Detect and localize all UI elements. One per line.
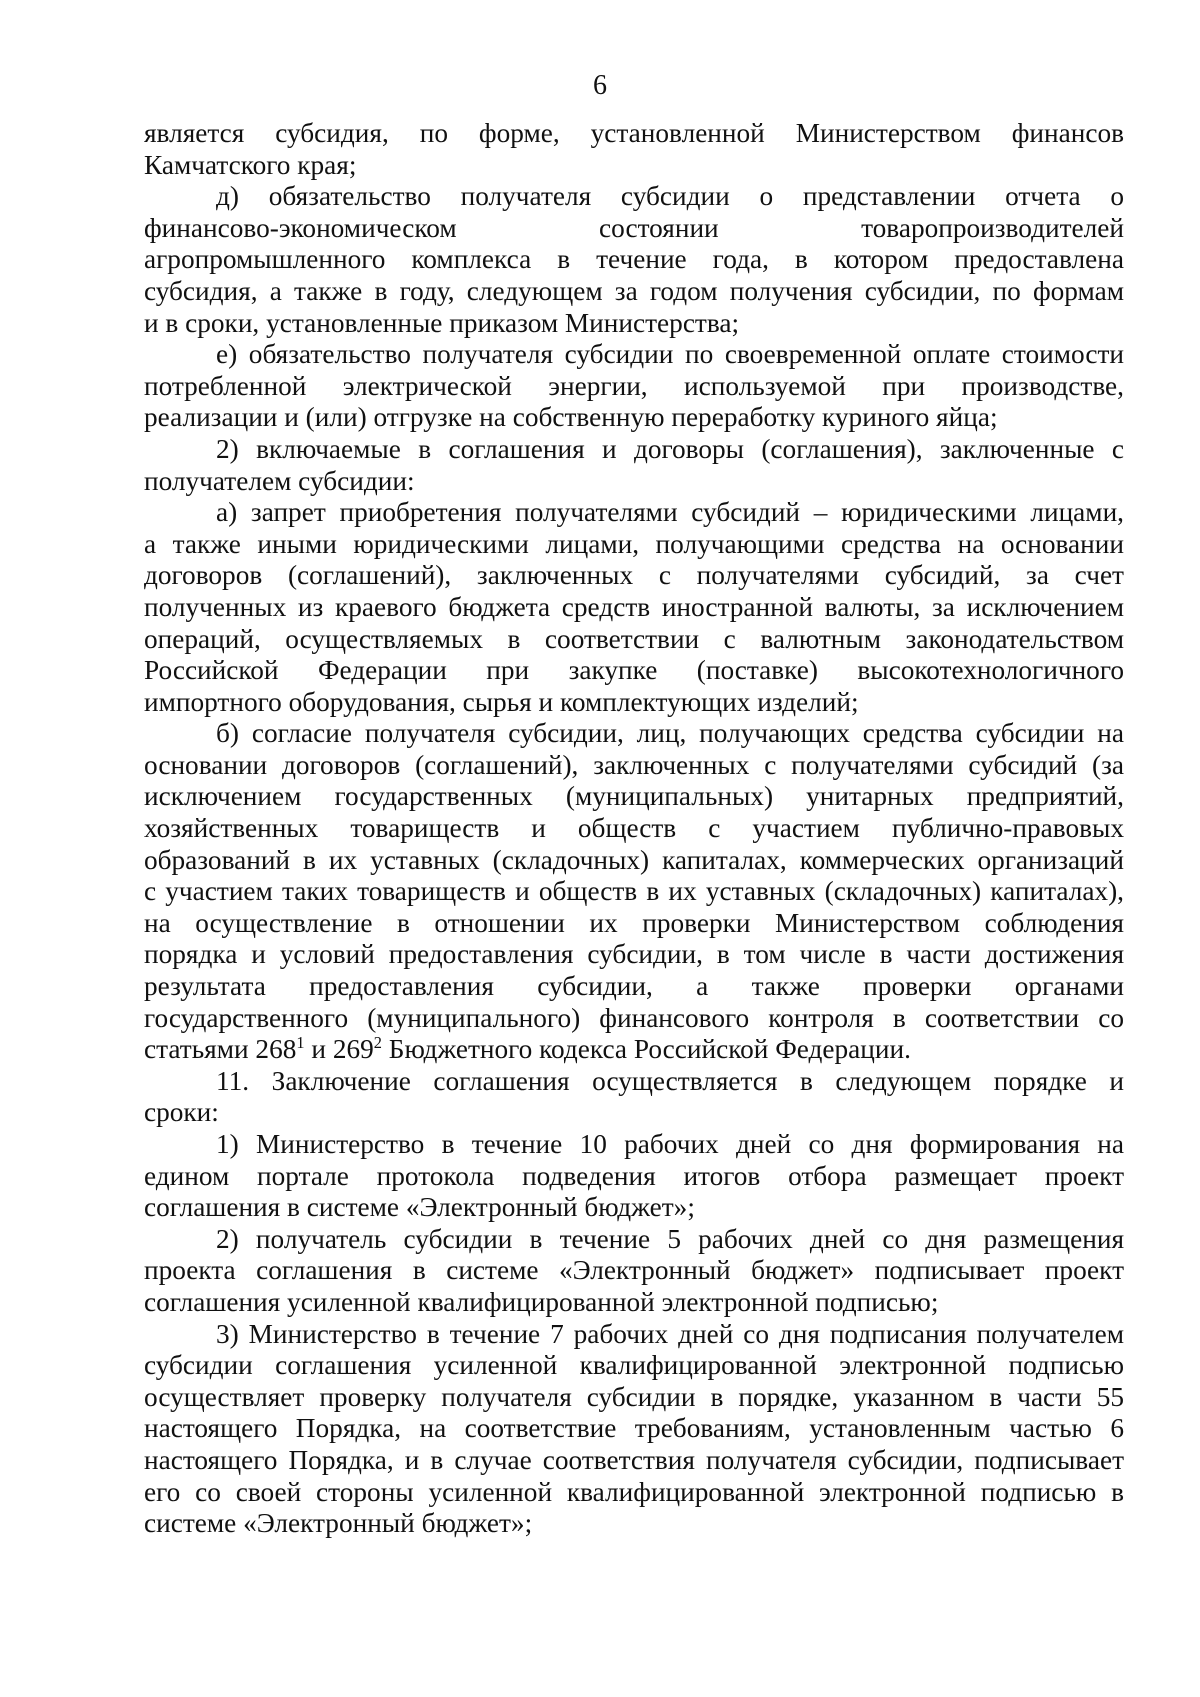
text-line: системе «Электронный бюджет»; [144,1508,533,1539]
text-line: д) обязательство получателя субсидии о представлении отчета о [216,181,1124,212]
text-line: результата предоставления субсидии, а также проверки органами [144,971,1124,1002]
text-line: а) запрет приобретения получателями субсидий – юридическими лицами, [216,497,1124,528]
text-fragment: статьями 268 [144,1034,297,1065]
text-line: б) согласие получателя субсидии, лиц, получающих средства субсидии на [216,718,1124,749]
text-line: субсидии соглашения усиленной квалифицированной электронной подписью [144,1350,1124,1381]
text-line: е) обязательство получателя субсидии по своевременной оплате стоимости [216,339,1124,370]
text-line: соглашения усиленной квалифицированной электронной подписью; [144,1286,939,1317]
superscript: 2 [373,1033,382,1053]
text-line: реализации и (или) отгрузке на собственную переработку куриного яйца; [144,402,998,433]
text-line: проекта соглашения в системе «Электронный бюджет» подписывает проект [144,1255,1124,1286]
superscript: 1 [296,1033,305,1053]
text-line: 3) Министерство в течение 7 рабочих дней со дня подписания получателем [216,1318,1124,1349]
text-line: получателем субсидии: [144,465,415,496]
text-line: является субсидия, по форме, установленной Министерством финансов [144,118,1124,148]
text-line: финансово-экономическом состоянии товаропроизводителей [144,212,1124,243]
text-line: основании договоров (соглашений), заключенных с получателями субсидий (за [144,749,1124,780]
text-line: потребленной электрической энергии, используемой при производстве, [144,370,1124,401]
text-line: а также иными юридическими лицами, получающими средства на основании [144,528,1124,559]
text-line: государственного (муниципального) финансового контроля в соответствии со [144,1002,1124,1033]
text-line: операций, осуществляемых в соответствии с валютным законодательством [144,623,1124,654]
text-line: договоров (соглашений), заключенных с получателями субсидий, за счет [144,560,1124,591]
text-line: исключением государственных (муниципальных) унитарных предприятий, [144,781,1124,812]
text-line: 1) Министерство в течение 10 рабочих дней со дня формирования на [216,1129,1124,1159]
text-line: 11. Заключение соглашения осуществляется в следующем порядке и [216,1065,1124,1096]
text-line: с участием таких товариществ и обществ в их уставных (складочных) капиталах), [144,876,1124,907]
text-line: субсидия, а также в году, следующем за годом получения субсидии, по формам [144,275,1124,306]
text-line: 2) получатель субсидии в течение 5 рабочих дней со дня размещения [216,1223,1124,1254]
text-line: сроки: [144,1097,219,1128]
text-fragment: и 269 [304,1034,374,1065]
text-line: порядка и условий предоставления субсидии, в том числе в части достижения [144,939,1124,970]
text-line: настоящего Порядка, и в случае соответствия получателя субсидии, подписывает [144,1444,1124,1475]
text-line: соглашения в системе «Электронный бюджет»; [144,1192,695,1223]
text-line: 2) включаемые в соглашения и договоры (соглашения), заключенные с [216,433,1124,464]
text-line: хозяйственных товариществ и обществ с участием публично-правовых [144,813,1124,844]
text-line: едином портале протокола подведения итогов отбора размещает проект [144,1160,1124,1191]
text-line-with-superscripts [144,1034,1124,1066]
text-line: настоящего Порядка, на соответствие требованиям, установленным частью 6 [144,1413,1124,1444]
text-line: и в сроки, установленные приказом Министерства; [144,307,740,338]
text-line: его со своей стороны усиленной квалифицированной электронной подписью в [144,1476,1124,1507]
text-line: Российской Федерации при закупке (поставке) высокотехнологичного [144,655,1124,686]
text-line: Камчатского края; [144,149,357,180]
text-line: импортного оборудования, сырья и комплектующих изделий; [144,686,859,717]
text-fragment: Бюджетного кодекса Российской Федерации. [381,1034,911,1065]
text-line: осуществляет проверку получателя субсидии в порядке, указанном в части 55 [144,1381,1124,1412]
text-line: на осуществление в отношении их проверки Министерством соблюдения [144,907,1124,938]
text-line: агропромышленного комплекса в течение года, в котором предоставлена [144,244,1124,275]
text-line: образований в их уставных (складочных) капиталах, коммерческих организаций [144,844,1124,875]
document-body [144,118,1124,1540]
text-line: полученных из краевого бюджета средств иностранной валюты, за исключением [144,591,1124,622]
page-number: 6 [593,70,607,101]
